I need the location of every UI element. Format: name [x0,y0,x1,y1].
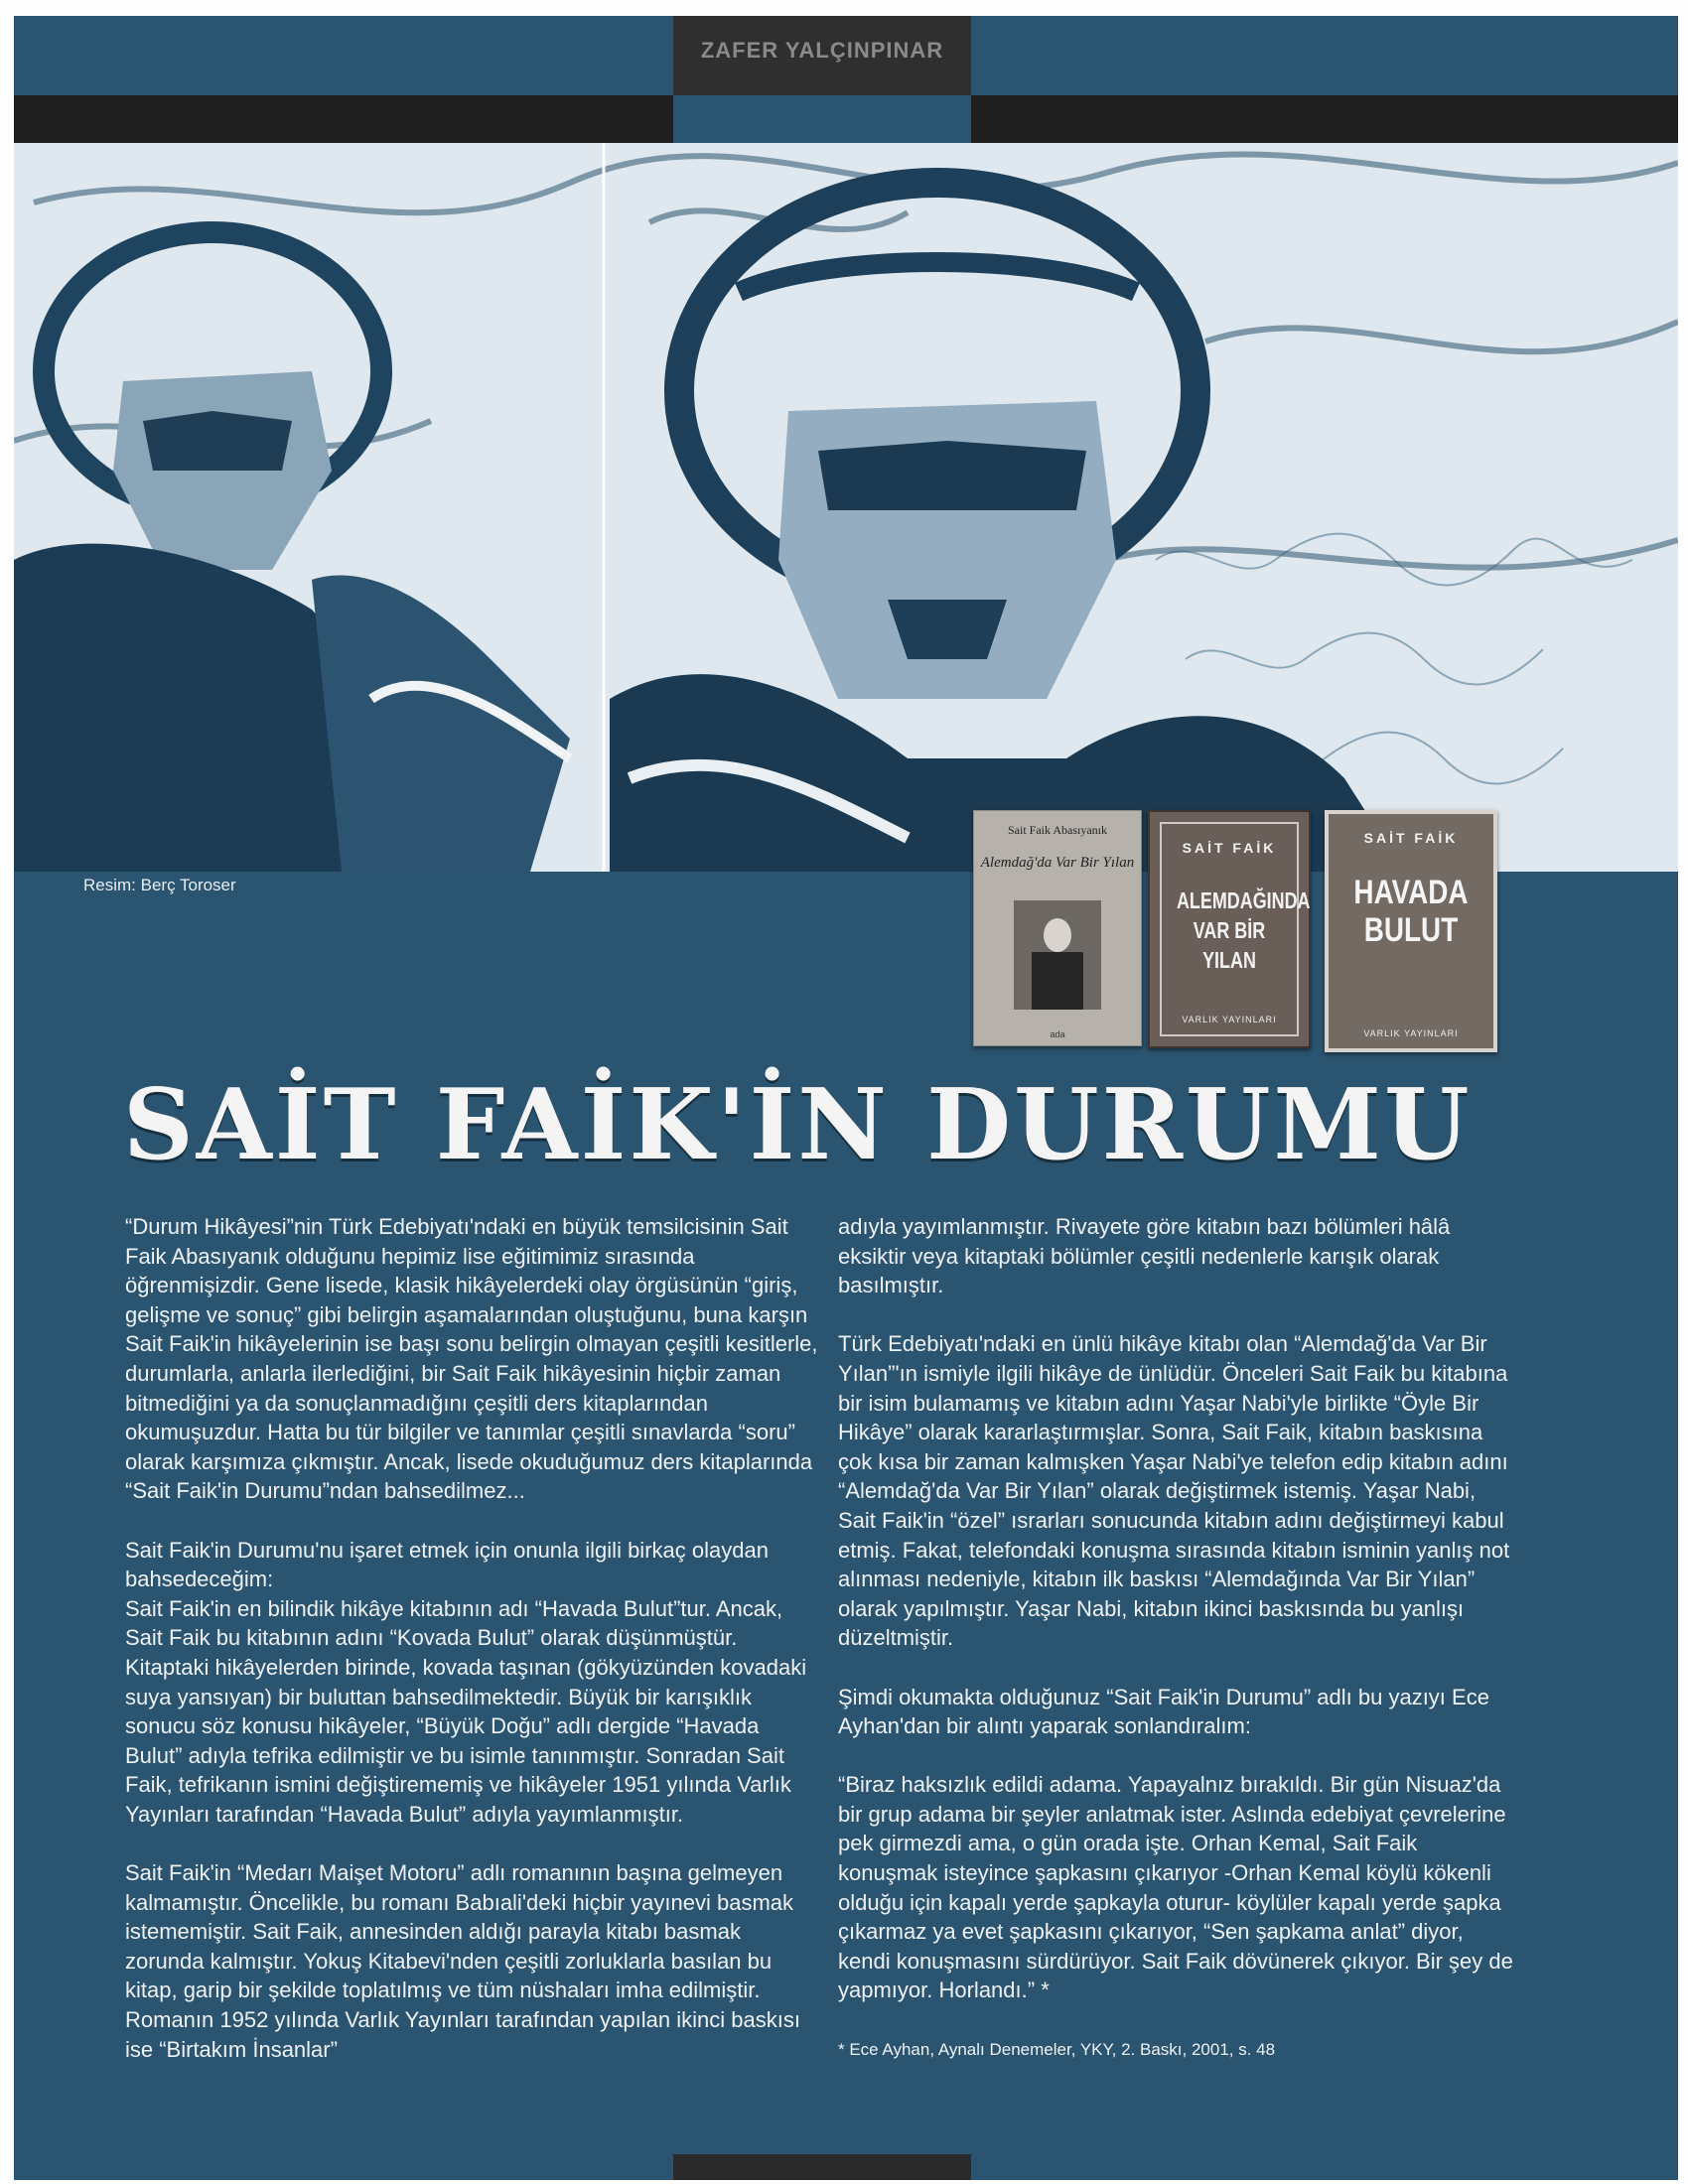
paragraph: Sait Faik'in en bilindik hikâye kitabının adı “Havada Bulut”tur. Ancak, Sait Faik bu kitabının adını “Kovada Bulut” olarak düşünmüştür. Kitaptaki hikâyelerden birinde, kovada taşınan (gökyüzünden kovadaki suya yansıyan) bir buluttan bahsedilmektedir. Büyük bir karışıklık sonucu söz konusu hikâyeler, “Büyük Doğu” adlı dergide “Havada Bulut” adıyla tefrika edilmiştir ve bu isimle tanınmıştır. Sonradan Sait Faik, tefrikanın ismini değiştirememiş ve hikâyeler 1951 yılında Varlık Yayınları tarafından “Havada Bulut” adıyla yayımlanmıştır. [125,1595,807,1827]
portrait-illustration [14,143,1678,872]
magazine-page [14,16,1678,2180]
paragraph: Türk Edebiyatı'ndaki en ünlü hikâye kitabı olan “Alemdağ'da Var Bir Yılan”'ın ismiyle ilgili hikâye de ünlüdür. Önceleri Sait Faik bu kitabına bir isim bulamamış ve kitabın adını Yaşar Nabi'yle birlikte “Öyle Bir Hikâye” olarak kararlaştırmışlar. Sonra, Sait Faik, kitabın baskısına çok kısa bir zaman kalmışken Yaşar Nabi'ye telefon edip kitabın adını “Alemdağ'da Var Bir Yılan” olarak değiştirmek istemiş. Yaşar Nabi, Sait Faik'in “özel” ısrarları sonucunda kitabın adını değiştirmeyi kabul etmiş. Fakat, telefondaki konuşma sırasında kitabın isminin yanlış not alınması nedeniyle, kitabın ilk baskısı “Alemdağında Var Bir Yılan” olarak yapılmıştır. Yaşar Nabi, kitabın ikinci baskısında bu yanlışı düzeltmiştir. [838,1331,1510,1651]
book-cover-havada-bulut [1325,810,1497,1052]
book-title: Alemdağ'da Var Bir Yılan [980,855,1135,871]
article-column-right [838,1212,1515,2094]
paragraph: “Durum Hikâyesi”nin Türk Edebiyatı'ndaki en büyük temsilcisinin Sait Faik Abasıyanık olduğunu hepimiz lise eğitimimiz sırasında öğrenmişizdir. Gene lisede, klasik hikâyelerdeki olay örgüsünün “giriş, gelişme ve sonuç” gibi belirgin aşamalarından oluştuğunu, buna karşın Sait Faik'in hikâyelerinin ise başı sonu belirgin olmayan çeşitli kesitlerle, durumlarla, anlarla ilerlediğini, bir Sait Faik hikâyesinin hiçbir zaman bitmediğini ya da sonuçlanmadığını çeşitli ders kitaplarından okumuşuzdur. Hatta bu tür bilgiler ve tanımlar çeşitli sınavlarda “soru” olarak karşımıza çıkmıştır. Ancak, lisede okuduğumuz ders kitaplarında “Sait Faik'in Durumu”ndan bahsedilmez... [125,1214,818,1504]
book-author: SAİT FAİK [1363,830,1459,846]
paragraph: Şimdi okumakta olduğunuz “Sait Faik'in Durumu” adlı bu yazıyı Ece Ayhan'dan bir alıntı yaparak sonlandıralım: [838,1684,1489,1739]
book-author: SAİT FAİK [1182,840,1277,856]
book-title: HAVADA BULUT [1353,874,1469,949]
book-publisher: ada [1050,1029,1065,1039]
paragraph: adıyla yayımlanmıştır. Rivayete göre kitabın bazı bölümleri hâlâ eksiktir veya kitaptaki bölümler çeşitli nedenlerle karışık olarak basılmıştır. [838,1214,1451,1298]
bottom-tab [673,2154,971,2180]
article-title: SAİT FAİK'İN DURUMU [123,1068,1473,1182]
paragraph: “Biraz haksızlık edildi adama. Yapayalnız bırakıldı. Bir gün Nisuaz'da bir grup adama bir şeyler anlatmak ister. Aslında edebiyat çevrelerine pek girmezdi ama, o gün orada işte. Orhan Kemal, Sait Faik konuşmak isteyince şapkasını çıkarıyor -Orhan Kemal köylü kökenli olduğu için kapalı yerde şapkayla oturur- köylüler kapalı yerde şapka çıkarmaz ya evet şapkasını çıkarıyor, “Sen şapkama anlat” diyor, kendi konuşmasını sürdürüyor. Sait Faik dövünerek çıkıyor. Bir şey de yapmıyor. Horlandı.” * [838,1772,1513,2003]
article-column-left [125,1212,820,2094]
book-author: Sait Faik Abasıyanık [1008,823,1107,837]
book-publisher: VARLIK YAYINLARI [1182,1015,1277,1024]
paragraph: Sait Faik'in Durumu'nu işaret etmek için onunla ilgili birkaç olaydan bahsedeceğim: [125,1537,769,1592]
illustration-credit: Resim: Berç Toroser [83,876,236,894]
book-publisher: VARLIK YAYINLARI [1363,1028,1459,1038]
book-cover-alemdag-ada [973,810,1142,1046]
book-title: ALEMDAĞINDA VAR BİR YILAN [1176,887,1311,973]
book-cover-alemdaginda-varlik [1148,810,1311,1048]
footnote: * Ece Ayhan, Aynalı Denemeler, YKY, 2. Baskı, 2001, s. 48 [838,2039,1276,2059]
author-name: ZAFER YALÇINPINAR [700,38,944,63]
paragraph: Sait Faik'in “Medarı Maişet Motoru” adlı romanının başına gelmeyen kalmamıştır. Öncelikle, bu romanı Babıali'deki hiçbir yayınevi basmak istememiştir. Sait Faik, annesinden aldığı parayla kitabı basmak zorunda kalmıştır. Yokuş Kitabevi'nden çeşitli zorluklarla basılan bu kitap, garip bir şekilde toplatılmış ve tüm nüshaları imha edilmiştir. Romanın 1952 yılında Varlık Yayınları tarafından yapılan ikinci baskısı ise “Birtakım İnsanlar” [125,1860,800,2062]
author-photo [1014,900,1101,1010]
author-tab [673,16,971,95]
